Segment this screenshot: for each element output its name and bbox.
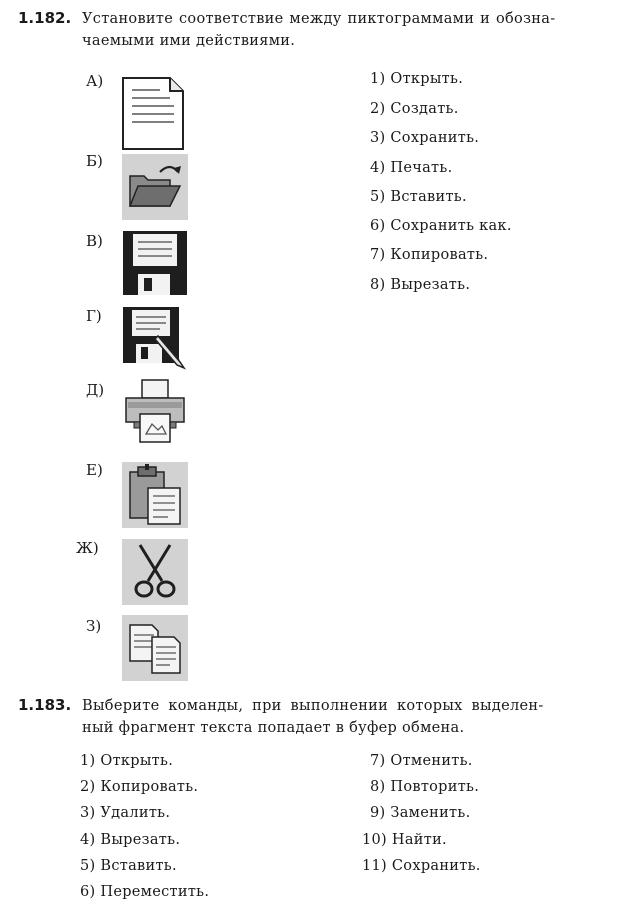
action-item-4: 4) Печать.: [370, 160, 453, 176]
action-item-8: 8) Вырезать.: [370, 277, 471, 293]
action-item-1: 1) Открыть.: [370, 71, 464, 87]
clipboard-paste-icon: [122, 462, 188, 528]
command-option-3: 3) Удалить.: [80, 805, 171, 821]
icon-label-e: Е): [86, 461, 103, 479]
problem-number-1183: 1.183.: [18, 696, 72, 714]
new-document-icon: [120, 76, 186, 152]
open-folder-icon: [122, 154, 188, 220]
icon-label-a: А): [86, 72, 104, 90]
problem-text-1182-line2: чаемыми ими действиями.: [82, 33, 296, 49]
command-option-9: 9) Заменить.: [370, 805, 471, 821]
problem-text-1183-line1: Выберите команды, при выполнении которых выделен-: [82, 698, 544, 714]
command-option-1: 1) Открыть.: [80, 753, 174, 769]
action-item-3: 3) Сохранить.: [370, 130, 480, 146]
icon-label-d: Д): [86, 381, 105, 399]
copy-documents-icon: [122, 615, 188, 681]
icon-label-z: З): [86, 617, 102, 635]
icon-label-b: Б): [86, 152, 103, 170]
command-option-4: 4) Вырезать.: [80, 832, 181, 848]
problem-text-1182-line1: Установите соответствие между пиктограммами и обозна-: [82, 11, 556, 27]
icon-label-v: В): [86, 232, 103, 250]
command-option-7: 7) Отменить.: [370, 753, 473, 769]
action-item-7: 7) Копировать.: [370, 247, 489, 263]
problem-number-1182: 1.182.: [18, 9, 72, 27]
floppy-save-icon: [122, 230, 188, 296]
icon-label-g: Г): [86, 307, 102, 325]
save-as-icon: [122, 306, 188, 372]
command-option-8: 8) Повторить.: [370, 779, 480, 795]
command-option-11: 11) Сохранить.: [362, 858, 481, 874]
problem-text-1183-line2: ный фрагмент текста попадает в буфер обмена.: [82, 720, 465, 736]
command-option-5: 5) Вставить.: [80, 858, 177, 874]
command-option-2: 2) Копировать.: [80, 779, 199, 795]
scissors-cut-icon: [122, 539, 188, 605]
printer-icon: [120, 378, 190, 444]
command-option-6: 6) Переместить.: [80, 884, 210, 900]
action-item-6: 6) Сохранить как.: [370, 218, 512, 234]
icon-label-zh: Ж): [76, 539, 99, 557]
action-item-5: 5) Вставить.: [370, 189, 467, 205]
command-option-10: 10) Найти.: [362, 832, 447, 848]
action-item-2: 2) Создать.: [370, 101, 459, 117]
